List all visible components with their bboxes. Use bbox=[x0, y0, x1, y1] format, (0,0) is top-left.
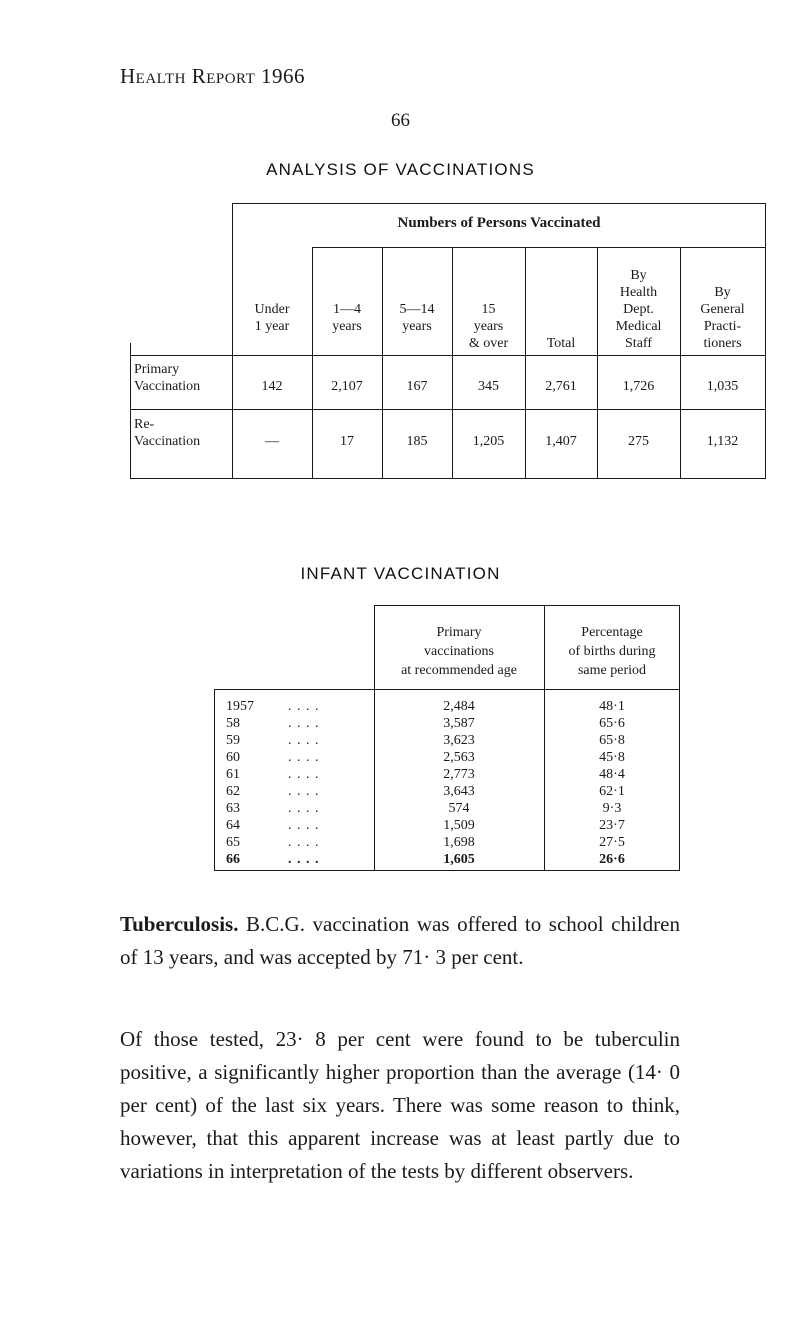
row-label-primary: Primary Vaccination bbox=[134, 362, 201, 394]
table-cell: 1,035 bbox=[706, 379, 739, 394]
paragraph-text: B.C.G. vaccination was offered to school children of 13 years, and was accepted by 71· 3 per cent. bbox=[120, 912, 680, 969]
col-header-1-4: 1—4 years bbox=[332, 302, 362, 334]
table-cell: 1,205 bbox=[472, 434, 505, 449]
tuberculosis-paragraph-1 bbox=[120, 908, 680, 974]
table-cell: 275 bbox=[628, 434, 649, 449]
page-number: 66 bbox=[391, 110, 410, 131]
col-header-under-1: Under 1 year bbox=[254, 302, 290, 334]
col-header-5-14: 5—14 years bbox=[399, 302, 435, 334]
table-row: 59 . . . . 3,623 65·8 bbox=[226, 733, 625, 748]
infant-vaccination-table bbox=[214, 605, 680, 871]
col-header-total: Total bbox=[546, 336, 576, 351]
table-row: 58 . . . . 3,587 65·6 bbox=[226, 716, 625, 731]
table-cell: 17 bbox=[340, 434, 354, 449]
table-row: 65 . . . . 1,698 27·5 bbox=[226, 835, 625, 850]
table-row: 64 . . . . 1,509 23·7 bbox=[226, 818, 625, 833]
table-cell: 2,761 bbox=[545, 379, 577, 394]
table-cell: 1,132 bbox=[706, 434, 739, 449]
table-cell: 1,407 bbox=[545, 434, 577, 449]
table-cell: 345 bbox=[478, 379, 499, 394]
table-row: 63 . . . . 574 9·3 bbox=[226, 801, 622, 816]
tuberculosis-heading: Tuberculosis. bbox=[120, 912, 239, 936]
col-header-general-practitioners: By General Practi- tioners bbox=[700, 285, 745, 351]
table-row: 61 . . . . 2,773 48·4 bbox=[226, 767, 625, 782]
col-header-health-dept: By Health Dept. Medical Staff bbox=[615, 268, 662, 351]
infant-vaccination-title: INFANT VACCINATION bbox=[300, 564, 501, 583]
tuberculosis-paragraph-2: Of those tested, 23· 8 per cent were found to be tuberculin positive, a significantly higher proportion than the average (14· 0 per cent) of the last six years. There was some reason to think, however, that this apparent increase was at least partly due to variations in interpretation of the tests by different observers. bbox=[120, 1027, 680, 1183]
table-row: 1957 . . . . 2,484 48·1 bbox=[226, 699, 625, 714]
table-cell: 185 bbox=[406, 434, 428, 449]
vaccination-analysis-title: ANALYSIS OF VACCINATIONS bbox=[266, 160, 535, 179]
table-row: 66 . . . . 1,605 26·6 bbox=[226, 852, 625, 867]
table-cell: — bbox=[265, 434, 279, 449]
col-header-primary-vaccinations: Primary vaccinations at recommended age bbox=[401, 625, 517, 678]
table-row: 60 . . . . 2,563 45·8 bbox=[226, 750, 625, 765]
vaccination-analysis-table bbox=[130, 203, 766, 479]
running-head: Health Report 1966 bbox=[120, 64, 306, 88]
col-header-15-over: 15 years & over bbox=[468, 302, 509, 351]
group-header: Numbers of Persons Vaccinated bbox=[397, 215, 601, 231]
col-header-percentage: Percentage of births during same period bbox=[568, 625, 656, 678]
table-row: 62 . . . . 3,643 62·1 bbox=[226, 784, 625, 799]
table-cell: 142 bbox=[261, 379, 283, 394]
table-cell: 1,726 bbox=[622, 379, 655, 394]
row-label-revaccination: Re- Vaccination bbox=[134, 417, 201, 449]
table-cell: 167 bbox=[406, 379, 428, 394]
table-cell: 2,107 bbox=[331, 379, 363, 394]
